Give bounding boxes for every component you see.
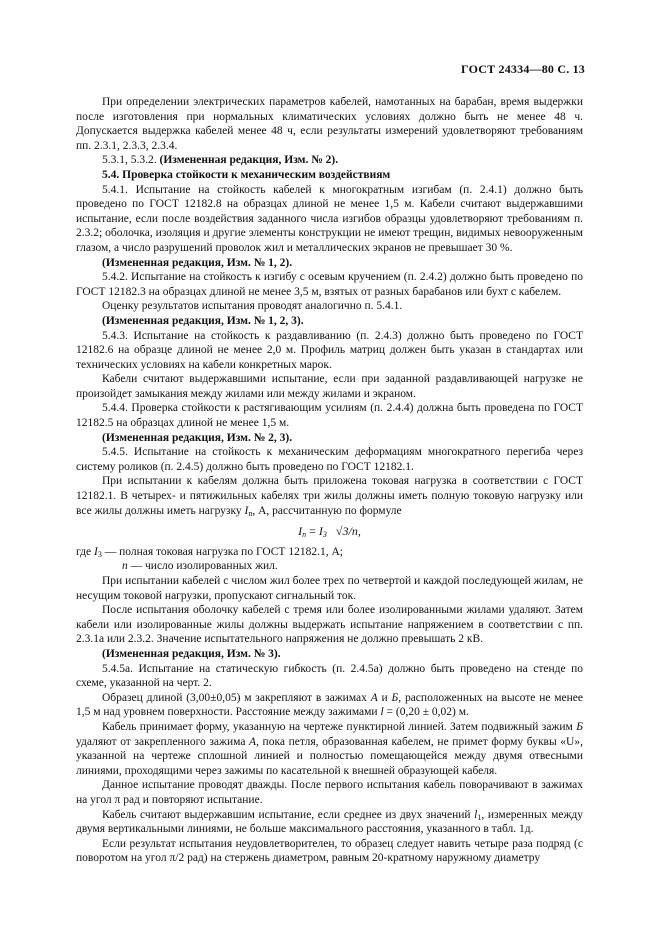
math-var: I bbox=[318, 524, 323, 539]
text-run: , пока петля, образованная кабелем, не примет форму буквы «U», указанной на чертеже сплошной линией и полностью помещающейся между двумя отвесными линиями, проходящими через зажимы по касательной к внешней образующей кабеля. bbox=[76, 735, 583, 777]
body-text bbox=[76, 95, 583, 866]
formula bbox=[76, 524, 583, 539]
paragraph: 5.4.5а. Испытание на статическую гибкость (п. 2.4.5а) должно быть проведено на стенде по схеме, указанной на черт. 2. bbox=[76, 662, 583, 690]
text-run: Кабель принимает форму, указанную на чертеже пунктирной линией. Затем подвижный зажим bbox=[102, 720, 577, 733]
paragraph: 5.4.1. Испытание на стойкость кабелей к многократным изгибам (п. 2.4.1) должно быть проведено по ГОСТ 12182.8 на образцах длиной не менее 1,5 м. Кабели считают выдержавшими испытание, если после воздействия заданного числа изгибов образцы удовлетворяют требованиям п. 2.3.2; оболочка, изоляция и другие элементы конструкции не имеют трещин, видимых невооруженным глазом, а число разрушений проволок жил и металлических экранов не превышает 30 %. bbox=[76, 183, 583, 254]
math-sub: 1 bbox=[477, 812, 482, 822]
paragraph bbox=[76, 720, 583, 778]
paragraph: 5.4.3. Испытание на стойкость к раздавливанию (п. 2.4.3) должно быть проведено по ГОСТ 12182.6 на образце длиной не менее 2,0 м. Профиль матриц должен быть указан в стандартах или технических условиях на кабели конкретных марок. bbox=[76, 329, 583, 371]
paragraph: Кабели считают выдержавшими испытание, если при заданной раздавливающей нагрузке не произойдет замыкания между жилами или между жилами и экраном. bbox=[76, 373, 583, 400]
amendment-note: (Измененная редакция, Изм. № 1, 2, 3). bbox=[102, 314, 304, 327]
formula-legend bbox=[76, 545, 583, 560]
paragraph bbox=[76, 691, 583, 720]
math-var: Б bbox=[576, 720, 583, 733]
section-heading: 5.4. Проверка стойкости к механическим воздействиям bbox=[102, 168, 391, 181]
text-run: — число изолированных жил. bbox=[127, 560, 278, 573]
math-var: l bbox=[380, 706, 384, 719]
text-run: , расположенных на высоте не менее 1,5 м над уровнем поверхности. Расстояние между зажимами bbox=[76, 691, 583, 719]
paragraph bbox=[76, 153, 583, 168]
paragraph: Оценку результатов испытания проводят аналогично п. 5.4.1. bbox=[102, 300, 403, 313]
math-var: n bbox=[122, 560, 128, 573]
paragraph: Если результат испытания неудовлетворителен, то образец следует навить четыре раза подряд (с поворотом на угол π/2 рад) на стержень диаметром, равным 20-кратному наружному диаметру bbox=[76, 837, 583, 865]
math-var: I bbox=[93, 545, 98, 558]
paragraph: При определении электрических параметров кабелей, намотанных на барабан, время выдержки после изготовления при нормальных климатических условиях должно быть не менее 48 ч. Допускается выдержка кабелей менее 48 ч, если результаты измерений удовлетворяют требованиям пп. 2.3.1, 2.3.3, 2.3.4. bbox=[76, 96, 583, 152]
text-run: где bbox=[76, 545, 94, 558]
math-var: I bbox=[298, 524, 303, 539]
paragraph: 5.4.4. Проверка стойкости к растягивающим усилиям (п. 2.4.4) должна быть проведена по ГОСТ 12182.5 на образцах длиной не менее 1,5 м. bbox=[76, 402, 583, 430]
math-sub: 3 bbox=[322, 530, 327, 540]
math-var: А bbox=[370, 691, 378, 704]
text-run: , измеренных между двумя вертикальными линиями, не больше максимального расстояния, указанного в табл. 1д. bbox=[76, 808, 583, 836]
text-run: При испытании к кабелям должна быть приложена токовая нагрузка в соответствии с ГОСТ 12182.1. В четырех- и пятижильных кабелях три жилы должны иметь полную токовую нагрузку или все жилы должны иметь нагрузку bbox=[76, 475, 583, 517]
amendment-note: (Измененная редакция, Изм. № 1, 2). bbox=[102, 256, 293, 269]
text-run: удаляют от закрепленного зажима bbox=[76, 735, 250, 748]
math-sub: n bbox=[302, 530, 307, 540]
math-sub: 3 bbox=[97, 549, 102, 559]
paragraph: При испытании кабелей с числом жил более трех по четвертой и каждой последующей жилам, не несущим токовой нагрузки, пропускают сигнальный ток. bbox=[76, 575, 583, 602]
math-var: Б bbox=[391, 691, 399, 704]
paragraph: 5.4.2. Испытание на стойкость к изгибу с осевым кручением (п. 2.4.2) должно быть проведено по ГОСТ 12182.3 на образцах длиной не менее 3,5 м, взятых от разных барабанов или бухт с кабелем. bbox=[76, 271, 583, 298]
math-op: = bbox=[306, 524, 319, 539]
text-run: = (0,20 ± 0,02) м. bbox=[383, 706, 469, 719]
paragraph: Данное испытание проводят дважды. После первого испытания кабель поворачивают в зажимах на угол π рад и повторяют испытание. bbox=[76, 779, 583, 806]
math-var: А bbox=[249, 735, 257, 748]
paragraph bbox=[76, 808, 583, 837]
paragraph: 5.4.5. Испытание на стойкость к механическим деформациям многократного перегиба через систему роликов (п. 2.4.5) должно быть проведено по ГОСТ 12182.1. bbox=[76, 446, 583, 473]
clause-ref: 5.3.1, 5.3.2. bbox=[102, 154, 157, 167]
amendment-note: (Измененная редакция, Изм. № 2, 3). bbox=[102, 431, 293, 444]
math-var: I bbox=[244, 504, 249, 517]
math-sub: n bbox=[248, 508, 253, 518]
amendment-note: (Измененная редакция, Изм. № 3). bbox=[102, 647, 281, 660]
text-run: — полная токовая нагрузка по ГОСТ 12182.1, А; bbox=[101, 545, 343, 558]
amendment-note: (Измененная редакция, Изм. № 2). bbox=[159, 154, 339, 167]
formula-legend bbox=[76, 559, 583, 574]
text-run: , А, рассчитанную по формуле bbox=[252, 504, 402, 517]
text-run: и bbox=[377, 691, 392, 704]
math-var: l bbox=[474, 808, 478, 821]
paragraph bbox=[76, 474, 583, 518]
paragraph: После испытания оболочку кабелей с тремя или более изолированными жилами удаляют. Затем кабели или изолированные жилы должны выдержать испытание напряжением в соответствии с пп. 2.3.1а или 2.3.2. Значение испытательного напряжения не должно превышать 2 кВ. bbox=[76, 604, 583, 646]
math-root: √3/n, bbox=[335, 524, 361, 539]
text-run: Кабель считают выдержавшим испытание, если среднее из двух значений bbox=[102, 808, 475, 821]
text-run: Образец длиной (3,00±0,05) м закрепляют в зажимах bbox=[102, 691, 371, 704]
page-header: ГОСТ 24334—80 С. 13 bbox=[461, 62, 585, 76]
